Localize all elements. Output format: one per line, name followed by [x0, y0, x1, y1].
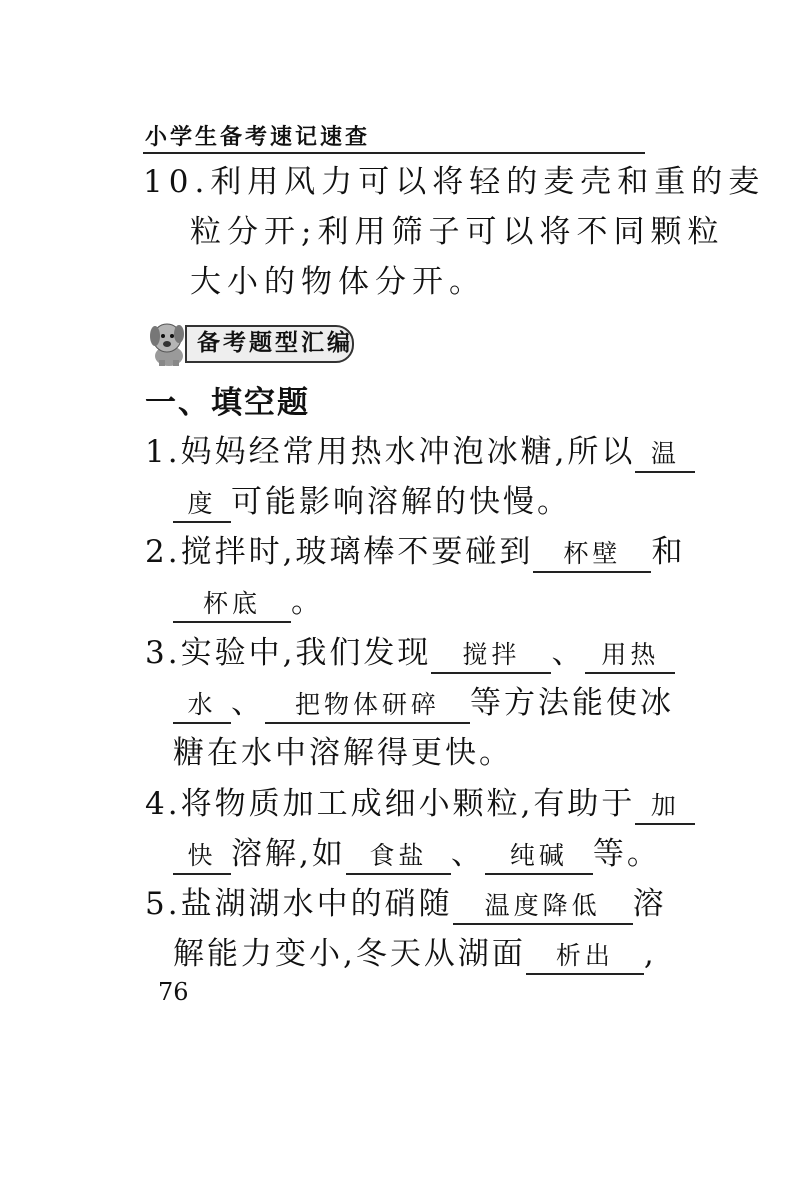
- page-header: [143, 118, 645, 154]
- q1-text-2: 可能影响溶解的快慢。: [231, 484, 571, 520]
- page-number: 76: [158, 978, 189, 1006]
- q4-text-2: 溶解,如: [231, 836, 346, 872]
- item10-line2: 粒分开;利用筛子可以将不同颗粒: [190, 214, 725, 250]
- q4-sep: 、: [450, 836, 485, 872]
- dog-mascot-icon: [145, 318, 193, 368]
- question-3-line3: 糖在水中溶解得更快。: [173, 735, 513, 771]
- q3-text-1: 3.实验中,我们发现: [145, 635, 432, 671]
- q5-text-3: 解能力变小,冬天从湖面: [173, 936, 526, 972]
- question-5-line1: [145, 884, 667, 925]
- q1-text-1: 1.妈妈经常用热水冲泡冰糖,所以: [145, 434, 636, 470]
- question-3-line1: [145, 633, 675, 674]
- question-2-line1: [145, 532, 685, 573]
- q4-answer-1a: 加: [635, 789, 695, 825]
- item10-line1: 10.利用风力可以将轻的麦壳和重的麦: [143, 164, 766, 200]
- question-4-line2: [173, 834, 661, 875]
- q5-text-1: 5.盐湖湖水中的硝随: [145, 886, 453, 922]
- q5-text-2: 溶: [632, 886, 667, 922]
- q5-answer-2: 析出: [526, 939, 644, 975]
- q4-answer-2: 食盐: [346, 839, 451, 875]
- q3-text-2: 等方法能使冰: [470, 685, 674, 721]
- q4-text-3: 等。: [592, 836, 661, 872]
- banner-label: 备考题型汇编: [197, 330, 353, 356]
- item10-line3: 大小的物体分开。: [190, 264, 486, 300]
- q4-answer-3: 纯碱: [485, 839, 593, 875]
- question-1-line1: [145, 432, 695, 473]
- section-title: 一、填空题: [145, 385, 310, 421]
- section-banner: [145, 318, 355, 368]
- q5-text-4: ,: [643, 936, 657, 972]
- q2-answer-2: 杯底: [173, 587, 291, 623]
- question-2-line2: [173, 582, 325, 623]
- q3-answer-2b: 水: [173, 688, 231, 724]
- question-1-line2: [173, 482, 571, 523]
- q2-answer-1: 杯壁: [533, 537, 651, 573]
- question-4-line1: [145, 784, 695, 825]
- q2-text-1: 2.搅拌时,玻璃棒不要碰到: [145, 534, 534, 570]
- q4-answer-1b: 快: [173, 839, 231, 875]
- question-3-line2: [173, 683, 674, 724]
- q1-answer-1b: 度: [173, 487, 231, 523]
- q3-sep-1: 、: [551, 635, 586, 671]
- header-title: 小学生备考速记速查: [145, 125, 371, 150]
- q3-answer-1: 搅拌: [431, 638, 551, 674]
- q2-text-3: 。: [291, 584, 325, 620]
- q5-answer-1: 温度降低: [453, 889, 633, 925]
- q3-answer-2a: 用热: [585, 638, 675, 674]
- q3-answer-3: 把物体研碎: [265, 688, 470, 724]
- question-5-line2: [173, 934, 657, 975]
- q4-text-1: 4.将物质加工成细小颗粒,有助于: [145, 786, 636, 822]
- q1-answer-1a: 温: [635, 437, 695, 473]
- q2-text-2: 和: [651, 534, 686, 570]
- q3-sep-2: 、: [231, 685, 265, 721]
